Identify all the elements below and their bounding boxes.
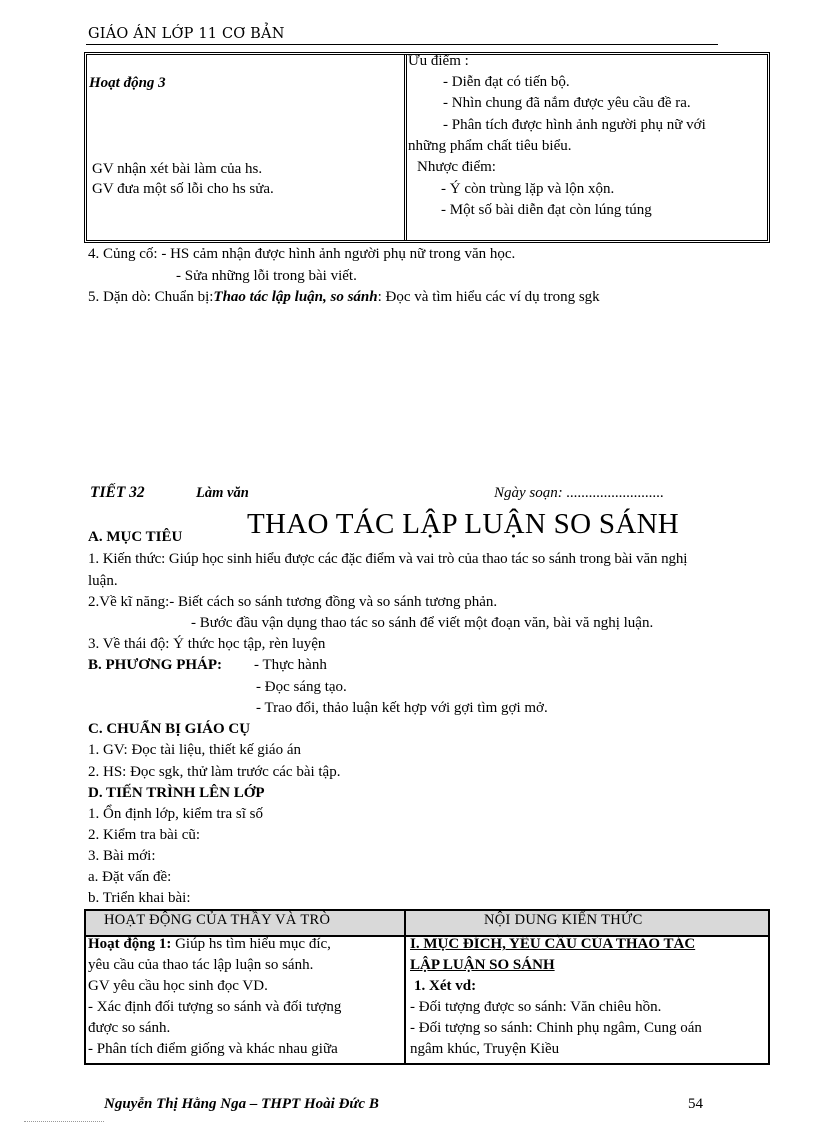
- content-subheading: 1. Xét vd:: [414, 978, 477, 994]
- weaknesses-label: Nhược điểm:: [417, 159, 496, 175]
- homework-topic: Thao tác lập luận, so sánh: [213, 289, 378, 305]
- method-item: - Đọc sáng tạo.: [256, 679, 347, 695]
- section-d-title: D. TIẾN TRÌNH LÊN LỚP: [88, 785, 265, 801]
- content-heading: I. MỤC ĐÍCH, YÊU CẦU CỦA THAO TÁC: [410, 936, 696, 952]
- student-prep: 2. HS: Đọc sgk, thử làm trước các bài tập.: [88, 764, 341, 780]
- section-a-title: A. MỤC TIÊU: [88, 529, 183, 545]
- activity-line: GV yêu cầu học sinh đọc VD.: [88, 978, 268, 994]
- table-header-activities: HOẠT ĐỘNG CỦA THẦY VÀ TRÒ: [104, 912, 331, 928]
- lesson-title: THAO TÁC LẬP LUẬN SO SÁNH: [247, 508, 680, 540]
- procedure-step: a. Đặt vấn đề:: [88, 869, 172, 885]
- knowledge-objective: 1. Kiến thức: Giúp học sinh hiểu được các đặc điểm và vai trò của thao tác so sánh trong bài văn nghị: [88, 551, 688, 567]
- consolidation-line: - Sửa những lỗi trong bài viết.: [176, 268, 357, 284]
- table-header-content: NỘI DUNG KIẾN THỨC: [484, 912, 643, 928]
- consolidation-line: 4. Củng cố: - HS cảm nhận được hình ảnh người phụ nữ trong văn học.: [88, 246, 516, 262]
- activity-line: yêu cầu của thao tác lập luận so sánh.: [88, 957, 314, 973]
- teacher-correction-line: GV đưa một số lỗi cho hs sửa.: [92, 181, 274, 197]
- header-rule: [86, 44, 718, 45]
- activity-title: Hoạt động 3: [89, 75, 166, 91]
- strength-item-cont: những phẩm chất tiêu biểu.: [408, 138, 572, 154]
- strengths-label: Ưu điểm :: [408, 53, 469, 69]
- content-line: - Đối tượng được so sánh: Văn chiêu hồn.: [410, 999, 662, 1015]
- period-number: TIẾT 32: [90, 484, 145, 501]
- page-number: 54: [688, 1096, 703, 1112]
- method-item: - Thực hành: [254, 657, 327, 673]
- activity-1-line: [88, 936, 331, 953]
- activity-line: - Xác định đối tượng so sánh và đối tượng: [88, 999, 342, 1015]
- strength-item: - Phân tích được hình ảnh người phụ nữ với: [443, 117, 706, 133]
- activity-1-label: Hoạt động 1:: [88, 936, 172, 952]
- teacher-comment-line: GV nhận xét bài làm của hs.: [92, 161, 263, 177]
- teacher-prep: 1. GV: Đọc tài liệu, thiết kế giáo án: [88, 742, 301, 758]
- weakness-item: - Ý còn trùng lặp và lộn xộn.: [441, 181, 615, 197]
- procedure-step: 2. Kiểm tra bài cũ:: [88, 827, 201, 843]
- lesson-type: Làm văn: [196, 485, 249, 501]
- homework-prefix: 5. Dặn dò: Chuẩn bị:: [88, 289, 214, 305]
- content-heading-cont: LẬP LUẬN SO SÁNH: [410, 957, 555, 973]
- knowledge-objective-cont: luận.: [88, 573, 118, 589]
- document-header: GIÁO ÁN LỚP 11 CƠ BẢN: [88, 26, 285, 42]
- section-b-title: B. PHƯƠNG PHÁP:: [88, 657, 223, 673]
- activity-line: được so sánh.: [88, 1020, 171, 1036]
- procedure-step: 1. Ổn định lớp, kiểm tra sĩ số: [88, 806, 264, 822]
- attitude-objective: 3. Về thái độ: Ý thức học tập, rèn luyện: [88, 636, 326, 652]
- procedure-step: 3. Bài mới:: [88, 848, 156, 864]
- homework-suffix: : Đọc và tìm hiểu các ví dụ trong sgk: [377, 289, 600, 305]
- strength-item: - Nhìn chung đã nắm được yêu cầu đề ra.: [443, 95, 691, 111]
- column-divider: [404, 911, 406, 1063]
- content-line: - Đối tượng so sánh: Chinh phụ ngâm, Cung oán: [410, 1020, 702, 1036]
- preparation-date: Ngày soạn: ..........................: [494, 485, 664, 501]
- section-c-title: C. CHUẨN BỊ GIÁO CỤ: [88, 721, 251, 737]
- content-line: ngâm khúc, Truyện Kiều: [410, 1041, 560, 1057]
- homework-line: [88, 289, 600, 306]
- weakness-item: - Một số bài diễn đạt còn lúng túng: [441, 202, 652, 218]
- skill-objective: 2.Về kĩ năng:- Biết cách so sánh tương đồng và so sánh tương phản.: [88, 594, 498, 610]
- activity-1-text: Giúp hs tìm hiểu mục đíc,: [171, 936, 331, 952]
- activity-line: - Phân tích điểm giống và khác nhau giữa: [88, 1041, 338, 1057]
- column-divider: [404, 55, 407, 240]
- procedure-step: b. Triển khai bài:: [88, 890, 191, 906]
- strength-item: - Diễn đạt có tiến bộ.: [443, 74, 570, 90]
- skill-objective-cont: - Bước đầu vận dụng thao tác so sánh để viết một đoạn văn, bài vă nghị luận.: [191, 615, 654, 631]
- footer-author: Nguyễn Thị Hằng Nga – THPT Hoài Đức B: [104, 1096, 379, 1112]
- footer-dotted-line: [24, 1121, 104, 1122]
- method-item: - Trao đổi, thảo luận kết hợp với gợi tìm gợi mở.: [256, 700, 548, 716]
